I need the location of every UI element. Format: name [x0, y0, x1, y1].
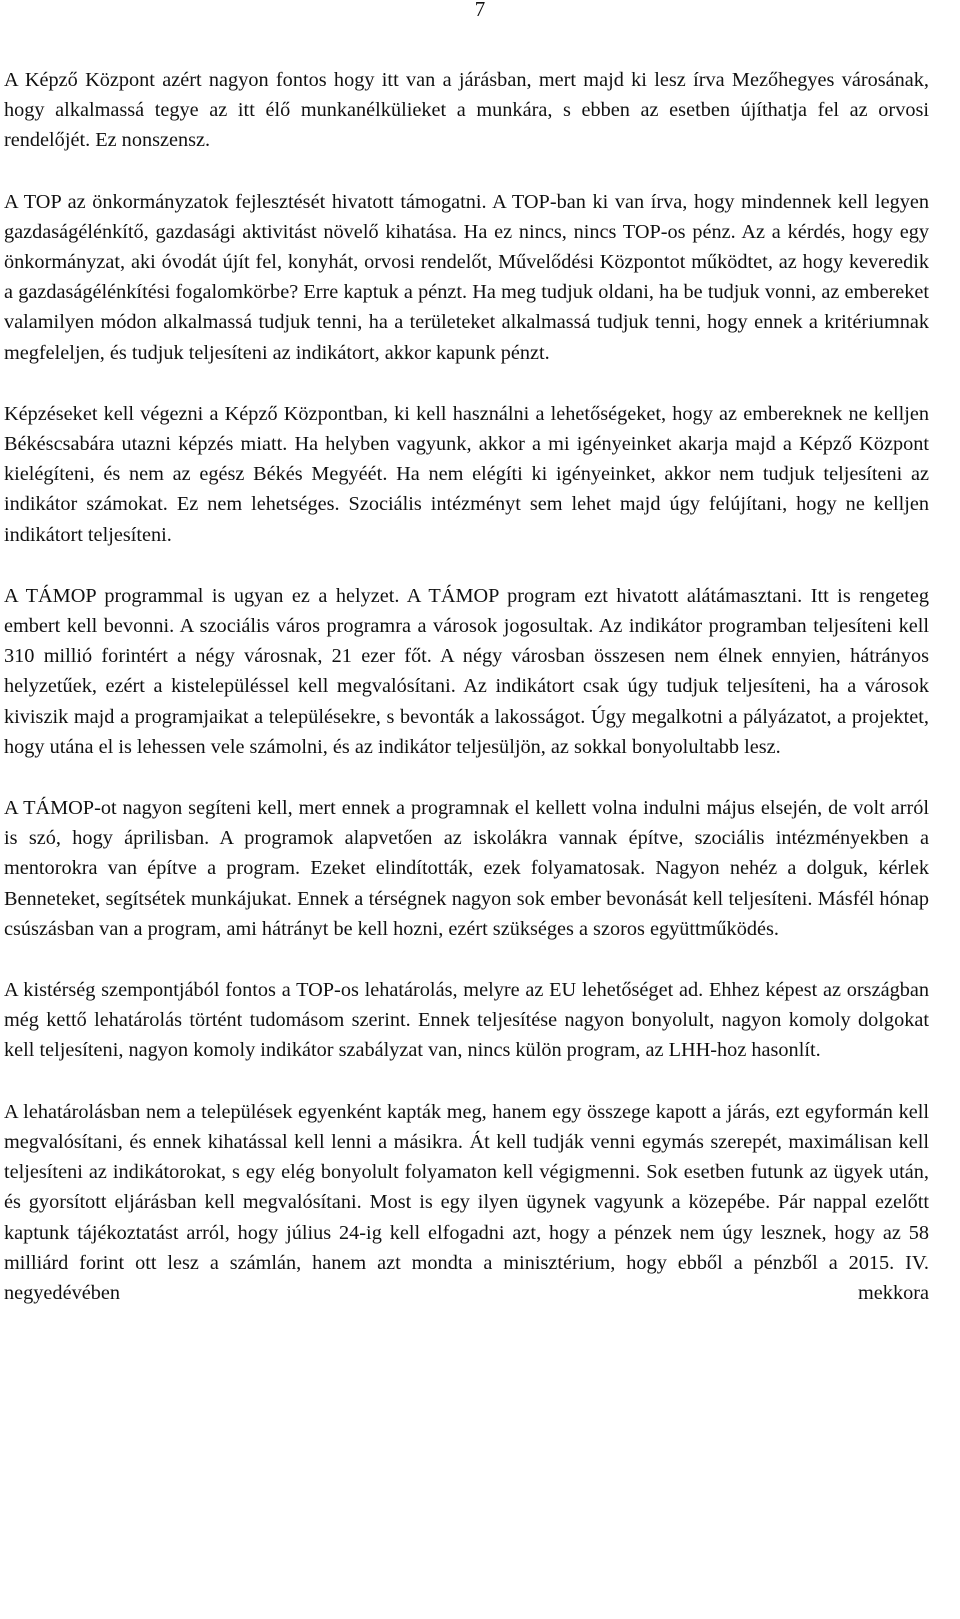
page-number-text: 7 — [474, 0, 486, 21]
paragraph-kepzo-kozpont: A Képző Központ azért nagyon fontos hogy itt van a járásban, mert majd ki lesz írva Mezőhegyes városának, hogy alkalmassá tegye az itt élő munkanélkülieket a munkára, s ebben az esetben újíthatja fel az orvosi rendelőjét. Ez nonszensz. — [4, 69, 929, 152]
paragraph-kepzesek: Képzéseket kell végezni a Képző Központban, ki kell használni a lehetőségeket, hogy az embereknek ne kelljen Békéscsabára utazni képzés miatt. Ha helyben vagyunk, akkor a mi igényeinket akarja majd a Képző Központ kielégíteni, és nem az egész Békés Megyéét. Ha nem elégíti ki igényeinket, akkor nem tudjuk teljesíteni az indikátor számokat. Ez nem lehetséges. Szociális intézményt sem lehet majd úgy felújítani, hogy ne kelljen indikátort teljesíteni. — [4, 402, 929, 546]
paragraph-tamop-segites: A TÁMOP-ot nagyon segíteni kell, mert ennek a programnak el kellett volna indulni május elsején, de volt arról is szó, hogy áprilisban. A programok alapvetően az iskolákra vannak építve, szociális intézményekben a mentorokra van építve a program. Ezeket elindították, ezek folyamatosak. Nagyon nehéz a dolguk, kérlek Benneteket, segítsétek munkájukat. Ennek a térségnek nagyon sok ember bevonását kell teljesíteni. Másfél hónap csúszásban van a program, ami hátrányt be kell hozni, ezért szükséges a szoros együttműködés. — [4, 797, 929, 940]
paragraph-top-lehatarolas: A kistérség szempontjából fontos a TOP-os lehatárolás, melyre az EU lehetőséget ad. Ehhez képest az országban még kettő lehatárolás történt tudomásom szerint. Ennek teljesítése nagyon bonyolult, nagyon komoly dolgokat kell teljesíteni, nagyon komoly indikátor szabályzat van, nincs külön program, az LHH-hoz hasonlít. — [4, 979, 929, 1062]
paragraph-tamop-program: A TÁMOP programmal is ugyan ez a helyzet. A TÁMOP program ezt hivatott alátámasztani. Itt is rengeteg embert kell bevonni. A szociális város programra a városok jogosultak. Az indikátor programban teljesíteni kell 310 millió forintért a négy városnak, 21 ezer főt. A négy városban összesen nem élnek ennyien, hátrányos helyzetűek, ezért a kistelepüléssel kell megvalósítani. Az indikátort csak úgy tudjuk teljesíteni, ha a városok kiviszik majd a programjaikat a településekre, s bevonták a lakosságot. Úgy megalkotni a pályázatot, a projektet, hogy utána el is lehessen vele számolni, és az indikátor teljesüljön, az sokkal bonyolultabb lesz. — [4, 584, 929, 758]
page-number — [0, 0, 960, 24]
paragraph-top-fejlesztes: A TOP az önkormányzatok fejlesztését hivatott támogatni. A TOP-ban ki van írva, hogy mindennek kell legyen gazdaságélénkítő, gazdasági aktivitást növelő kihatása. Ha ez nincs, nincs TOP-os pénz. Az a kérdés, hogy egy önkormányzat, aki óvodát újít fel, konyhát, orvosi rendelőt, Művelődési Központot működtet, az hogy keveredik a gazdaságélénkítési fogalomkörbe? Erre kaptuk a pénzt. Ha meg tudjuk oldani, ha be tudjuk vonni, az embereket valamilyen módon alkalmassá tudjuk tenni, ha a területeket alkalmassá tudjuk tenni, hogy ennek a kritériumnak megfeleljen, és tudjuk teljesíteni az indikátort, akkor kapunk pénzt. — [4, 190, 929, 364]
paragraph-lehatarolas-jaras: A lehatárolásban nem a települések egyenként kapták meg, hanem egy összege kapott a járás, ezt egyformán kell megvalósítani, és ennek kihatással kell lenni a másikra. Át kell tudják venni egymás szerepét, maximálisan kell teljesíteni az indikátorokat, s egy elég bonyolult folyamaton kell végigmenni. Sok esetben futunk az ügyek után, és gyorsított eljárásban kell megvalósítani. Most is egy ilyen ügynek vagyunk a közepébe. Pár nappal ezelőtt kaptunk tájékoztatást arról, hogy július 24-ig kell elfogadni azt, hogy a pénzek nem úgy lesznek, hogy az 58 milliárd forint ott lesz a számlán, hanem azt mondta a minisztérium, hogy ebből a pénzből a 2015. IV. negyedévében mekkora — [4, 1100, 929, 1304]
document-body — [4, 65, 929, 1308]
